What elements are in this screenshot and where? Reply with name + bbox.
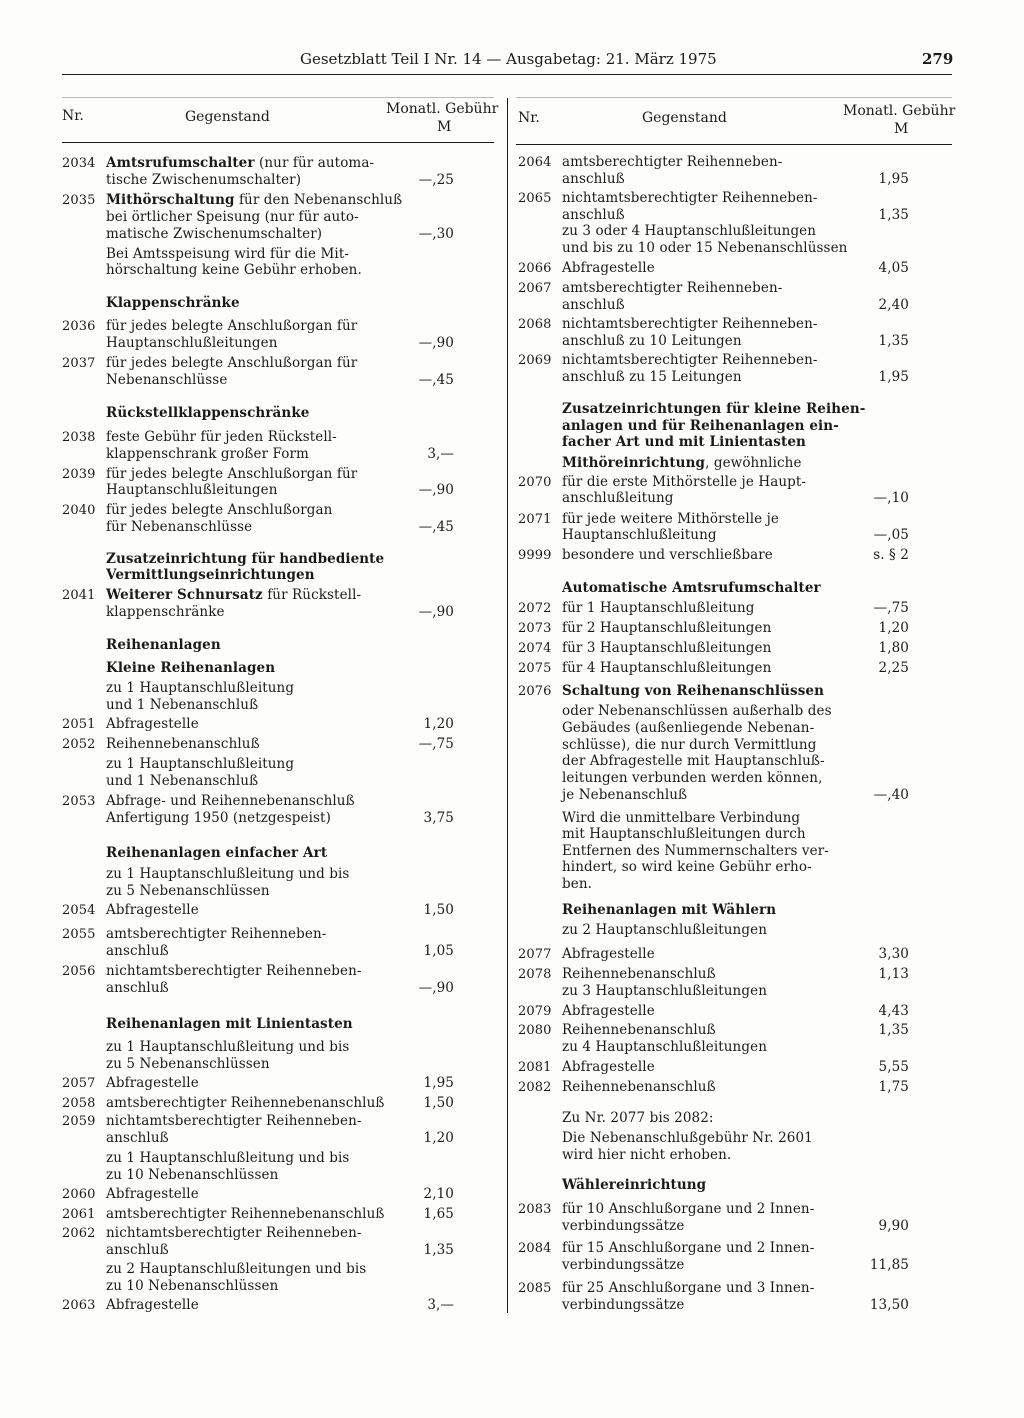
entry-number: 2051	[62, 717, 96, 732]
entry-text: zu 4 Hauptanschlußleitungen	[562, 1039, 767, 1055]
entry-fee: 1,20	[878, 620, 909, 636]
entry-number: 2053	[62, 794, 96, 809]
entry-text: zu 5 Nebenanschlüssen	[106, 883, 270, 899]
entry-number: 2039	[62, 467, 96, 482]
entry-text: anschluß	[562, 297, 625, 313]
entry-text: bei örtlicher Speisung (nur für auto-	[106, 209, 359, 225]
entry-text: für 4 Hauptanschlußleitungen	[562, 660, 772, 676]
entry-number: 2064	[518, 155, 552, 170]
entry-fee: 3,—	[427, 446, 454, 462]
entry-text: zu 2 Hauptanschlußleitungen	[562, 922, 767, 938]
entry-text: anschluß	[106, 1242, 169, 1258]
entry-text: für jede weitere Mithörstelle je	[562, 511, 780, 527]
entry-text: Abfragestelle	[106, 1297, 199, 1313]
entry-text: tische Zwischenumschalter)	[106, 172, 302, 188]
entry-text: für 10 Anschlußorgane und 2 Innen-	[562, 1201, 815, 1217]
entry-fee: 1,35	[878, 333, 909, 349]
page-header-title: Gesetzblatt Teil I Nr. 14 — Ausgabetag: 21. März 1975	[300, 50, 717, 68]
entry-number: 2065	[518, 191, 552, 206]
entry-text: Entfernen des Nummernschalters ver-	[562, 843, 829, 859]
entry-text: Abfragestelle	[106, 1075, 199, 1091]
entry-number: 2069	[518, 353, 552, 368]
entry-fee: 1,35	[878, 1022, 909, 1038]
section-heading: Reihenanlagen mit Linientasten	[106, 1016, 353, 1032]
entry-number: 2073	[518, 621, 552, 636]
entry-number: 2052	[62, 737, 96, 752]
entry-fee: 3,—	[427, 1297, 454, 1313]
entry-fee: 2,40	[878, 297, 909, 313]
entry-text: für jedes belegte Anschlußorgan für	[106, 466, 358, 482]
entry-text: Anfertigung 1950 (netzgespeist)	[106, 810, 331, 826]
entry-text: leitungen verbunden werden können,	[562, 770, 823, 786]
entry-text: für 2 Hauptanschlußleitungen	[562, 620, 772, 636]
entry-fee: 1,50	[423, 902, 454, 918]
entry-number: 2079	[518, 1004, 552, 1019]
entry-text: wird hier nicht erhoben.	[562, 1147, 732, 1163]
entry-text: anschluß	[106, 943, 169, 959]
entry-text: schlüsse), die nur durch Vermittlung	[562, 737, 817, 753]
section-heading: facher Art und mit Linientasten	[562, 434, 806, 450]
entry-text: Abfragestelle	[106, 1186, 199, 1202]
entry-text: verbindungssätze	[562, 1297, 685, 1313]
entry-text: nichtamtsberechtigter Reihenneben-	[106, 1225, 362, 1241]
entry-text: zu 1 Hauptanschlußleitung und bis	[106, 1150, 350, 1166]
entry-fee: 1,95	[423, 1075, 454, 1091]
entry-text: besondere und verschließbare	[562, 547, 773, 563]
entry-text: Mithöreinrichtung, gewöhnliche	[562, 455, 802, 471]
entry-text: für 3 Hauptanschlußleitungen	[562, 640, 772, 656]
entry-text: verbindungssätze	[562, 1257, 685, 1273]
entry-text: Abfragestelle	[562, 1003, 655, 1019]
entry-text: zu 10 Nebenanschlüssen	[106, 1278, 279, 1294]
section-heading: Reihenanlagen mit Wählern	[562, 902, 777, 918]
entry-fee: 1,13	[878, 966, 909, 982]
entry-text: zu 10 Nebenanschlüssen	[106, 1167, 279, 1183]
entry-number: 2061	[62, 1207, 96, 1222]
entry-text: Hauptanschlußleitungen	[106, 482, 278, 498]
entry-number: 2060	[62, 1187, 96, 1202]
entry-fee: 1,35	[423, 1242, 454, 1258]
entry-number: 2067	[518, 281, 552, 296]
entry-fee: 3,30	[878, 946, 909, 962]
left-header-subject: Gegenstand	[185, 109, 270, 125]
entry-fee: 1,50	[423, 1095, 454, 1111]
entry-number: 2037	[62, 356, 96, 371]
entry-number: 9999	[518, 548, 552, 563]
entry-number: 2070	[518, 475, 552, 490]
entry-text: mit Hauptanschlußleitungen durch	[562, 826, 806, 842]
entry-text: je Nebenanschluß	[562, 787, 688, 803]
entry-fee: —,90	[418, 482, 454, 498]
entry-text: anschluß	[106, 980, 169, 996]
entry-text: amtsberechtigter Reihenneben-	[106, 926, 327, 942]
entry-fee: 1,35	[878, 207, 909, 223]
entry-fee: 1,75	[878, 1079, 909, 1095]
entry-text: nichtamtsberechtigter Reihenneben-	[562, 190, 818, 206]
entry-text: Reihennebenanschluß	[562, 966, 716, 982]
entry-fee: 2,25	[878, 660, 909, 676]
entry-text: nichtamtsberechtigter Reihenneben-	[106, 963, 362, 979]
entry-number: 2057	[62, 1076, 96, 1091]
entry-fee: 9,90	[878, 1218, 909, 1234]
section-heading: anlagen und für Reihenanlagen ein-	[562, 418, 839, 434]
entry-text: amtsberechtigter Reihennebenanschluß	[106, 1095, 385, 1111]
left-header-fee-line1: Monatl. Gebühr	[386, 101, 499, 117]
entry-text: und 1 Nebenanschluß	[106, 773, 259, 789]
entry-fee: —,75	[873, 600, 909, 616]
section-heading: Rückstellklappenschränke	[106, 405, 310, 421]
entry-text: Reihennebenanschluß	[562, 1022, 716, 1038]
entry-fee: 1,20	[423, 1130, 454, 1146]
entry-text: Bei Amtsspeisung wird für die Mit-	[106, 246, 350, 262]
section-heading: Zusatzeinrichtung für handbediente	[106, 551, 385, 567]
entry-number: 2035	[62, 193, 96, 208]
entry-text: und 1 Nebenanschluß	[106, 697, 259, 713]
entry-text: hörschaltung keine Gebühr erhoben.	[106, 262, 362, 278]
entry-number: 2036	[62, 319, 96, 334]
entry-number: 2080	[518, 1023, 552, 1038]
entry-text: Weiterer Schnursatz für Rückstell-	[106, 587, 362, 603]
entry-fee: 1,95	[878, 369, 909, 385]
entry-text: anschluß zu 15 Leitungen	[562, 369, 742, 385]
entry-fee: 4,05	[878, 260, 909, 276]
entry-number: 2066	[518, 261, 552, 276]
entry-text: für jedes belegte Anschlußorgan für	[106, 355, 358, 371]
entry-text: Nebenanschlüsse	[106, 372, 228, 388]
entry-text: Reihennebenanschluß	[562, 1079, 716, 1095]
entry-fee: —,90	[418, 335, 454, 351]
entry-text: der Abfragestelle mit Hauptanschluß-	[562, 753, 825, 769]
entry-text: zu 1 Hauptanschlußleitung und bis	[106, 1039, 350, 1055]
left-header-nr: Nr.	[62, 108, 84, 124]
entry-number: 2081	[518, 1060, 552, 1075]
entry-text: anschluß	[562, 171, 625, 187]
entry-text: anschlußleitung	[562, 490, 674, 506]
entry-text: klappenschrank großer Form	[106, 446, 309, 462]
entry-text: verbindungssätze	[562, 1218, 685, 1234]
entry-text: nichtamtsberechtigter Reihenneben-	[106, 1113, 362, 1129]
entry-fee: —,75	[418, 736, 454, 752]
entry-fee: —,05	[873, 527, 909, 543]
entry-fee: 5,55	[878, 1059, 909, 1075]
entry-text: ben.	[562, 876, 593, 892]
entry-text: zu 3 Hauptanschlußleitungen	[562, 983, 767, 999]
entry-text: klappenschränke	[106, 604, 225, 620]
entry-fee: 4,43	[878, 1003, 909, 1019]
section-heading: Kleine Reihenanlagen	[106, 660, 276, 676]
entry-number: 2083	[518, 1202, 552, 1217]
section-heading: Wählereinrichtung	[562, 1177, 707, 1193]
entry-fee: s. § 2	[873, 547, 909, 563]
entry-text: Zu Nr. 2077 bis 2082:	[562, 1110, 714, 1126]
entry-text: für die erste Mithörstelle je Haupt-	[562, 474, 807, 490]
right-header-fee-line1: Monatl. Gebühr	[843, 103, 956, 119]
entry-text: Abfragestelle	[562, 260, 655, 276]
entry-number: 2072	[518, 601, 552, 616]
entry-fee: 1,95	[878, 171, 909, 187]
entry-text: feste Gebühr für jeden Rückstell-	[106, 429, 337, 445]
section-heading: Klappenschränke	[106, 295, 240, 311]
entry-text: Hauptanschlußleitungen	[106, 335, 278, 351]
entry-fee: 1,20	[423, 716, 454, 732]
right-header-fee-line2: M	[894, 121, 909, 137]
entry-text: anschluß zu 10 Leitungen	[562, 333, 742, 349]
entry-number: 2059	[62, 1114, 96, 1129]
entry-number: 2084	[518, 1241, 552, 1256]
section-heading: Vermittlungseinrichtungen	[106, 567, 315, 583]
entry-number: 2034	[62, 156, 96, 171]
entry-text: Mithörschaltung für den Nebenanschluß	[106, 192, 403, 208]
entry-fee: —,30	[418, 226, 454, 242]
entry-number: 2058	[62, 1096, 96, 1111]
entry-text: amtsberechtigter Reihenneben-	[562, 280, 783, 296]
entry-fee: —,90	[418, 980, 454, 996]
entry-fee: 11,85	[869, 1257, 909, 1273]
entry-number: 2082	[518, 1080, 552, 1095]
entry-text: Reihennebenanschluß	[106, 736, 260, 752]
entry-fee: —,45	[418, 372, 454, 388]
entry-fee: —,45	[418, 519, 454, 535]
entry-fee: 13,50	[869, 1297, 909, 1313]
entry-text: nichtamtsberechtigter Reihenneben-	[562, 316, 818, 332]
section-heading: Schaltung von Reihenanschlüssen	[562, 683, 825, 699]
entry-text: zu 1 Hauptanschlußleitung und bis	[106, 866, 350, 882]
entry-number: 2075	[518, 661, 552, 676]
entry-text: für jedes belegte Anschlußorgan	[106, 502, 333, 518]
entry-number: 2055	[62, 927, 96, 942]
entry-text: Abfragestelle	[562, 1059, 655, 1075]
section-heading: Reihenanlagen einfacher Art	[106, 845, 328, 861]
entry-text: amtsberechtigter Reihennebenanschluß	[106, 1206, 385, 1222]
entry-fee: —,40	[873, 787, 909, 803]
entry-text: Abfragestelle	[106, 716, 199, 732]
entry-text: und bis zu 10 oder 15 Nebenanschlüssen	[562, 240, 848, 256]
entry-fee: 3,75	[423, 810, 454, 826]
entry-number: 2056	[62, 964, 96, 979]
entry-fee: —,25	[418, 172, 454, 188]
entry-number: 2076	[518, 684, 552, 699]
entry-text: Die Nebenanschlußgebühr Nr. 2601	[562, 1130, 813, 1146]
entry-text: nichtamtsberechtigter Reihenneben-	[562, 352, 818, 368]
entry-text: zu 3 oder 4 Hauptanschlußleitungen	[562, 223, 817, 239]
entry-text: zu 1 Hauptanschlußleitung	[106, 756, 295, 772]
entry-number: 2074	[518, 641, 552, 656]
entry-text: amtsberechtigter Reihenneben-	[562, 154, 783, 170]
entry-text: anschluß	[106, 1130, 169, 1146]
entry-text: hindert, so wird keine Gebühr erho-	[562, 859, 812, 875]
entry-text: Abfragestelle	[562, 946, 655, 962]
entry-text: für 1 Hauptanschlußleitung	[562, 600, 755, 616]
entry-text: Amtsrufumschalter (nur für automa-	[106, 155, 375, 171]
entry-text: Abfrage- und Reihennebenanschluß	[106, 793, 355, 809]
entry-number: 2068	[518, 317, 552, 332]
section-heading: Zusatzeinrichtungen für kleine Reihen-	[562, 401, 866, 417]
entry-text: für jedes belegte Anschlußorgan für	[106, 318, 358, 334]
entry-text: für Nebenanschlüsse	[106, 519, 253, 535]
entry-number: 2038	[62, 430, 96, 445]
entry-fee: —,90	[418, 604, 454, 620]
right-header-subject: Gegenstand	[642, 110, 727, 126]
entry-text: oder Nebenanschlüssen außerhalb des	[562, 703, 832, 719]
page-number: 279	[922, 50, 954, 68]
entry-text: Abfragestelle	[106, 902, 199, 918]
entry-number: 2085	[518, 1281, 552, 1296]
section-heading: Reihenanlagen	[106, 637, 221, 653]
entry-fee: 1,65	[423, 1206, 454, 1222]
entry-number: 2071	[518, 512, 552, 527]
entry-text: matische Zwischenumschalter)	[106, 226, 323, 242]
entry-text: Hauptanschlußleitung	[562, 527, 717, 543]
entry-number: 2054	[62, 903, 96, 918]
entry-text: zu 1 Hauptanschlußleitung	[106, 680, 295, 696]
entry-text: anschluß	[562, 207, 625, 223]
entry-number: 2063	[62, 1298, 96, 1313]
entry-number: 2077	[518, 947, 552, 962]
entry-fee: —,10	[873, 490, 909, 506]
entry-text: für 25 Anschlußorgane und 3 Innen-	[562, 1280, 815, 1296]
entry-text: Gebäudes (außenliegende Nebenan-	[562, 720, 815, 736]
entry-number: 2041	[62, 588, 96, 603]
entry-text: zu 5 Nebenanschlüssen	[106, 1056, 270, 1072]
entry-text: zu 2 Hauptanschlußleitungen und bis	[106, 1261, 367, 1277]
entry-number: 2062	[62, 1226, 96, 1241]
entry-number: 2040	[62, 503, 96, 518]
entry-text: Wird die unmittelbare Verbindung	[562, 810, 801, 826]
left-header-fee-line2: M	[437, 119, 452, 135]
entry-number: 2078	[518, 967, 552, 982]
entry-fee: 2,10	[423, 1186, 454, 1202]
entry-fee: 1,05	[423, 943, 454, 959]
entry-text: für 15 Anschlußorgane und 2 Innen-	[562, 1240, 815, 1256]
section-heading: Automatische Amtsrufumschalter	[562, 580, 821, 596]
entry-fee: 1,80	[878, 640, 909, 656]
right-header-nr: Nr.	[518, 110, 540, 126]
